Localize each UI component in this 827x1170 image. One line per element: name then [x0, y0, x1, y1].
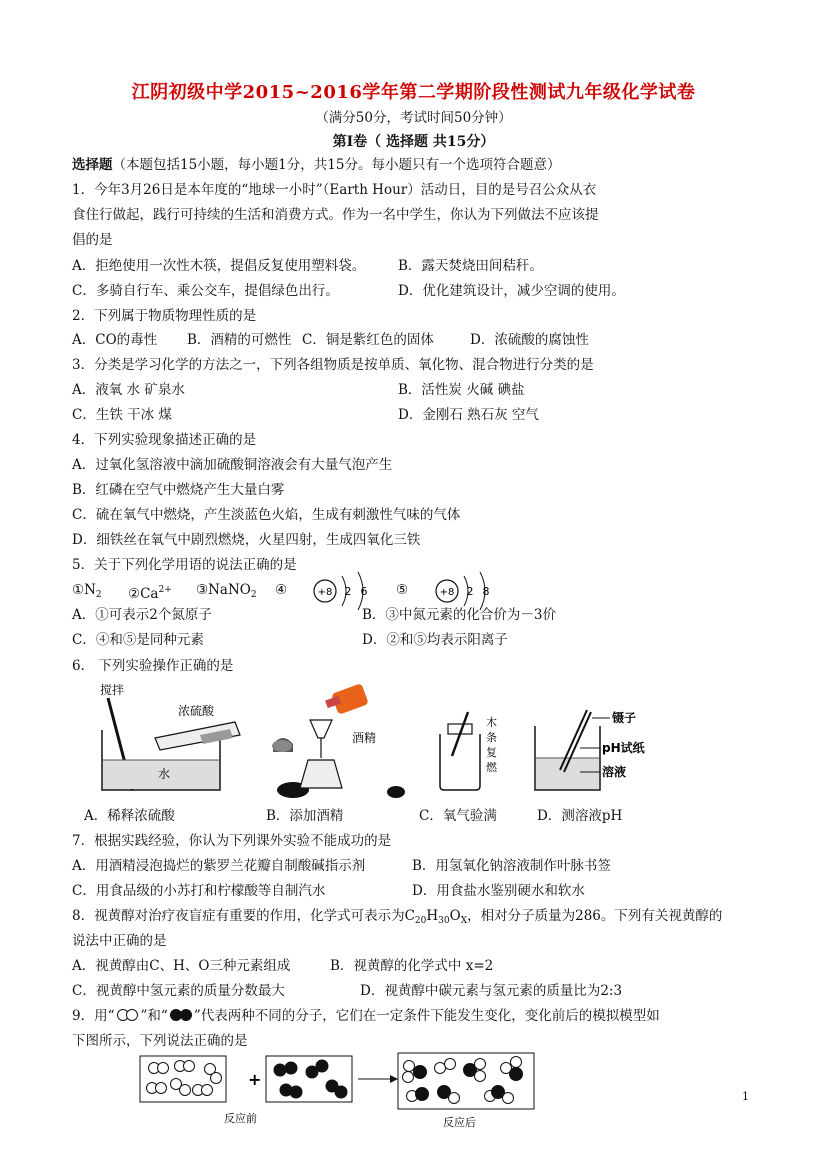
q6-option-b: B．添加酒精: [266, 808, 344, 824]
white-molecule-icon: [115, 1008, 141, 1022]
q6-experiment-figures: [70, 680, 670, 800]
q8-stem-line2: 说法中正确的是: [72, 933, 167, 949]
q7-stem: 7．根据实践经验，你认为下列课外实验不能成功的是: [72, 833, 392, 849]
plus-sign: +: [248, 1070, 262, 1089]
q6-option-c: C．氧气验满: [419, 808, 497, 824]
label-wood-4: 燃: [486, 761, 497, 774]
q5-item-2: $②Ca^{2+}$: [128, 585, 172, 602]
label-wood-3: 复: [486, 746, 497, 759]
q7-option-c: C．用食品级的小苏打和柠檬酸等自制汽水: [72, 883, 326, 899]
q9-stem-line1: 9．用“ ”和“ ”代表两种不同的分子，它们在一定条件下能发生变化，变化前后的模拟模型如: [72, 1008, 660, 1024]
q1-stem-line2: 食住行做起，践行可持续的生活和消费方式。作为一名中学生，你认为下列做法不应该提: [72, 207, 599, 223]
q2-option-c: C．铜是紫红色的固体: [302, 332, 434, 348]
label-stir: 搅拌: [100, 683, 125, 697]
atom4-shell-2: 6: [360, 585, 368, 598]
figure-dilute-acid: [100, 682, 240, 790]
exam-subtitle: （满分50分，考试时间50分钟）: [315, 110, 512, 126]
black-molecule-icon: [168, 1008, 194, 1022]
atom4-shell-1: 2: [344, 585, 352, 598]
q4-option-d: D．细铁丝在氧气中剧烈燃烧，火星四射，生成四氧化三铁: [72, 532, 421, 548]
q3-option-c: C．生铁 干冰 煤: [72, 407, 172, 423]
q6-option-a: A．稀释浓硫酸: [84, 808, 175, 824]
q1-option-a: A．拒绝使用一次性木筷，提倡反复使用塑料袋。: [72, 258, 366, 274]
q8-option-b: B．视黄醇的化学式中 x=2: [330, 958, 494, 974]
atom5-nucleus: +8: [439, 587, 455, 598]
q7-option-a: A．用酒精浸泡捣烂的紫罗兰花瓣自制酸碱指示剂: [72, 858, 366, 874]
q3-stem: 3．分类是学习化学的方法之一，下列各组物质是按单质、氧化物、混合物进行分类的是: [72, 357, 594, 373]
label-wood-1: 木: [486, 716, 497, 729]
q5-option-c: C．④和⑤是同种元素: [72, 632, 204, 648]
q5-item-3: ③NaNO$_2$: [196, 582, 257, 600]
q5-option-b: B．③中氮元素的化合价为－3价: [362, 607, 557, 623]
q4-option-c: C．硫在氧气中燃烧，产生淡蓝色火焰，生成有刺激性气味的气体: [72, 507, 461, 523]
q6-option-d: D．测溶液pH: [537, 808, 623, 824]
q1-stem-line1: 1．今年3月26日是本年度的“地球一小时”（Earth Hour）活动日，目的是号召公众从衣: [72, 182, 597, 198]
q3-option-d: D．金刚石 熟石灰 空气: [398, 407, 539, 423]
q4-option-b: B．红磷在空气中燃烧产生大量白雾: [72, 482, 285, 498]
q5-item-1: $①N_2$: [72, 582, 102, 600]
atom5-shell-1: 2: [466, 585, 474, 598]
q9-molecule-model: [136, 1052, 696, 1132]
figure-test-ph: [535, 710, 646, 790]
label-before: 反应前: [224, 1112, 257, 1125]
page-number: 1: [742, 1090, 749, 1103]
q2-option-d: D．浓硫酸的腐蚀性: [470, 332, 589, 348]
q1-option-d: D．优化建筑设计，减少空调的使用。: [398, 283, 625, 299]
atom4-nucleus: +8: [317, 587, 333, 598]
instructions-label: 选择题: [72, 157, 113, 173]
q1-stem-line3: 倡的是: [72, 232, 113, 248]
figure-add-alcohol: [272, 683, 405, 798]
q7-option-d: D．用食盐水鉴别硬水和软水: [412, 883, 585, 899]
label-acid: 浓硫酸: [178, 704, 215, 718]
label-wood-2: 条: [486, 731, 497, 744]
q9-stem-line2: 下图所示，下列说法正确的是: [72, 1033, 248, 1049]
q3-option-b: B．活性炭 火碱 碘盐: [398, 382, 525, 398]
label-ph-paper: pH试纸: [602, 741, 645, 755]
q8-option-d: D．视黄醇中碳元素与氢元素的质量比为2:3: [360, 983, 623, 999]
figure-oxygen-test: [440, 712, 498, 790]
q5-item-5-label: ⑤: [396, 582, 409, 598]
q1-option-b: B．露天焚烧田间秸秆。: [398, 258, 543, 274]
q2-option-b: B．酒精的可燃性: [187, 332, 292, 348]
instructions-text: （本题包括15小题，每小题1分，共15分。每小题只有一个选项符合题意）: [112, 157, 561, 173]
q5-option-d: D．②和⑤均表示阳离子: [362, 632, 508, 648]
exam-title: 江阴初级中学2015~2016学年第二学期阶段性测试九年级化学试卷: [131, 82, 696, 103]
q2-stem: 2．下列属于物质物理性质的是: [72, 308, 257, 324]
q8-stem-line1: 8．视黄醇对治疗夜盲症有重要的作用，化学式可表示为$C_{20}H_{30}O_X$，相对分子质量为286。下列有关视黄醇的: [72, 908, 723, 926]
q4-option-a: A．过氧化氢溶液中滴加硫酸铜溶液会有大量气泡产生: [72, 457, 393, 473]
q8-option-c: C．视黄醇中氢元素的质量分数最大: [72, 983, 285, 999]
section-heading: 第Ⅰ卷（ 选择题 共15分）: [332, 134, 495, 150]
q4-stem: 4．下列实验现象描述正确的是: [72, 432, 257, 448]
q7-option-b: B．用氢氧化钠溶液制作叶脉书签: [412, 858, 611, 874]
q5-option-a: A．①可表示2个氮原子: [72, 607, 212, 623]
q3-option-a: A．液氧 水 矿泉水: [72, 382, 185, 398]
instructions: [72, 155, 560, 175]
label-water: 水: [158, 767, 171, 781]
q5-stem: 5．关于下列化学用语的说法正确的是: [72, 557, 297, 573]
label-after: 反应后: [443, 1116, 476, 1129]
q5-item-4-label: ④: [275, 582, 288, 598]
label-tweezers: 镊子: [612, 711, 637, 725]
label-alcohol: 酒精: [352, 731, 377, 745]
label-solution: 溶液: [602, 765, 627, 779]
atom5-shell-2: 8: [482, 585, 490, 598]
q8-option-a: A．视黄醇由C、H、O三种元素组成: [72, 958, 291, 974]
q1-option-c: C．多骑自行车、乘公交车，提倡绿色出行。: [72, 283, 339, 299]
q6-stem: 6． 下列实验操作正确的是: [72, 658, 234, 674]
q2-option-a: A．CO的毒性: [72, 332, 158, 348]
